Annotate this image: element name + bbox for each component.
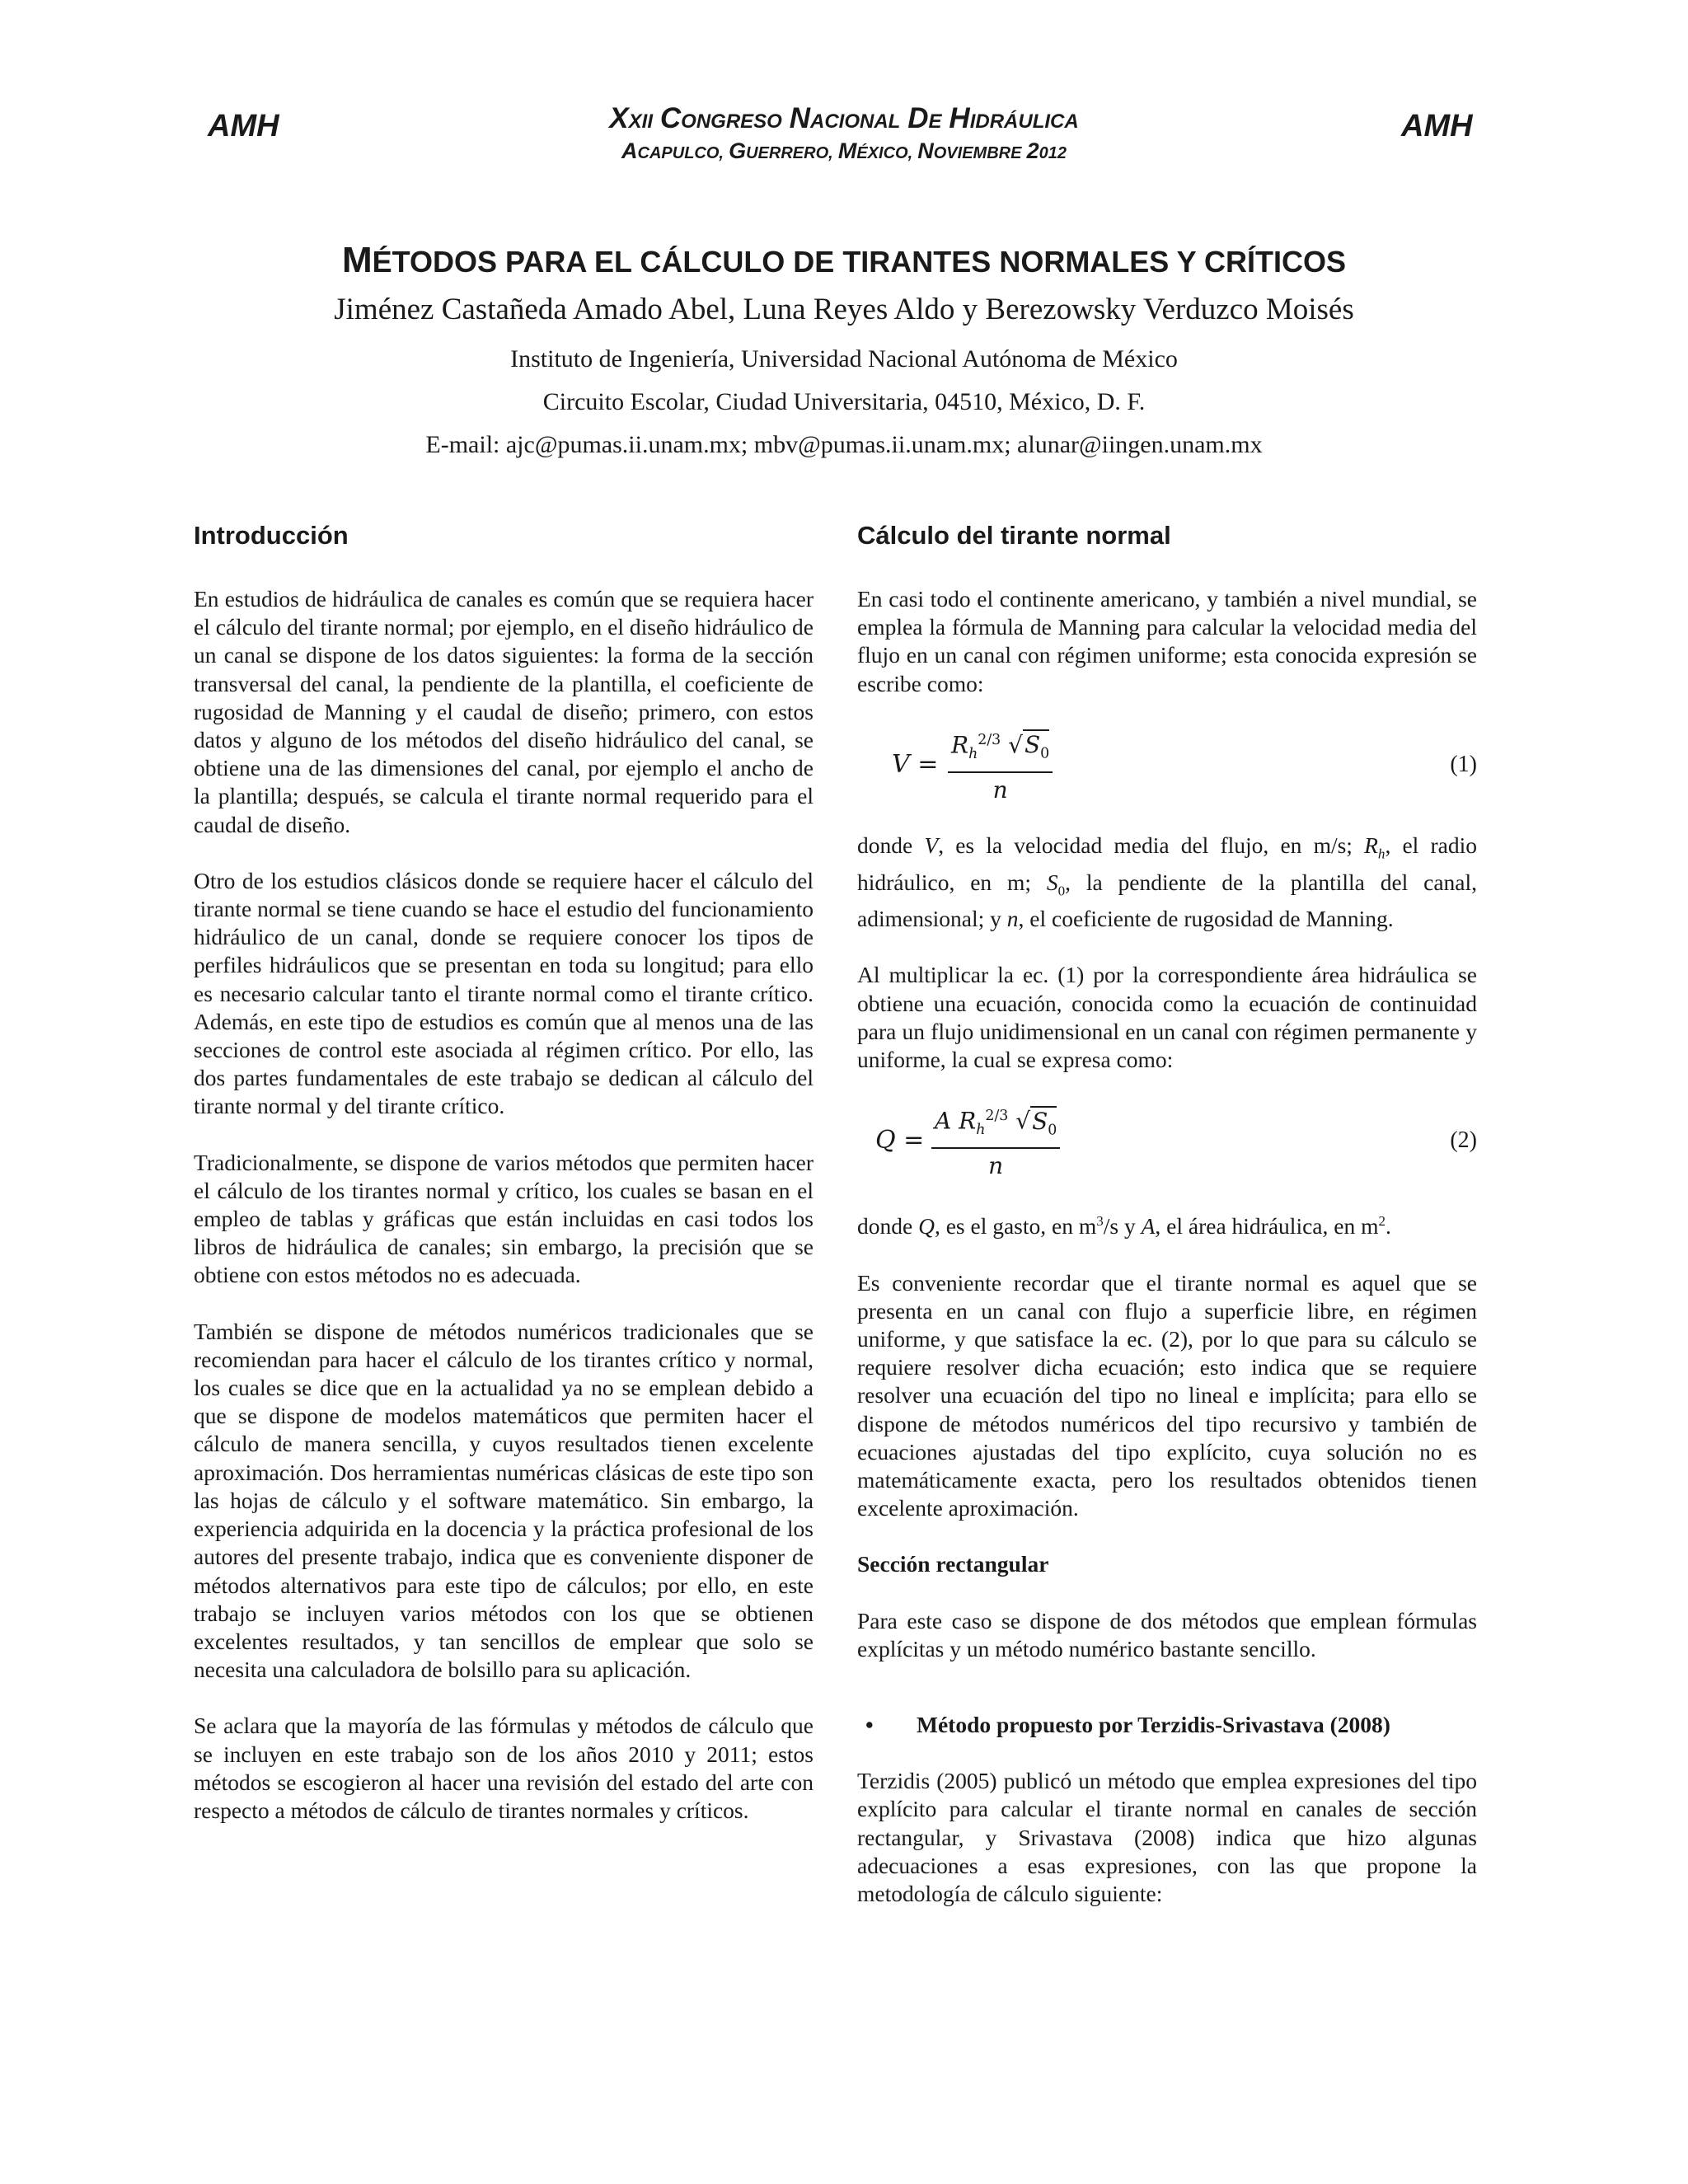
equation-1-number: (1) (1450, 751, 1477, 777)
equation-2-fraction (931, 1102, 1060, 1180)
intro-paragraph-4: También se dispone de métodos numéricos tradicionales que se recomiendan para hacer el cálculo de los tirantes crítico y normal, los cuales se dice que en la actualidad ya no se emplean debido a que se dispone de modelos matemáticos que permiten hacer el cálculo de manera sencilla, y cuyos resultados tienen excelente aproximación. Dos herramientas numéricas clásicas de este tipo son las hojas de cálculo y el software matemático. Sin embargo, la experiencia adquirida en la docencia y la práctica profesional de los autores del presente trabajo, indica que es conveniente disponer de métodos alternativos para este tipo de cálculos; por ello, en este trabajo se incluyen varios métodos con los que se obtienen excelentes resultados, y tan sencillos de emplear que solo se necesita una calculadora de bolsillo para su aplicación. (194, 1318, 814, 1683)
equation-2-denominator: n (988, 1152, 1004, 1180)
affiliation-email: E-mail: ajc@pumas.ii.unam.mx; mbv@pumas.ii.unam.mx; alunar@iingen.unam.mx (425, 431, 1263, 458)
conference-location: ACAPULCO, GUERRERO, MÉXICO, NOVIEMBRE 2012 (621, 138, 1067, 163)
header-right-acronym: AMH (1401, 109, 1473, 143)
equation-1-fraction (948, 726, 1053, 804)
normal-paragraph-3: Al multiplicar la ec. (1) por la correspondiente área hidráulica se obtiene una ecuación, conocida como la ecuación de continuidad para un flujo unidimensional en un canal con régimen permanente y uniforme, la cual se expresa como: (857, 962, 1477, 1073)
paper-title: MÉTODOS PARA EL CÁLCULO DE TIRANTES NORMALES Y CRÍTICOS (341, 240, 1347, 280)
normal-paragraph-1: En casi todo el continente americano, y también a nivel mundial, se emplea la fórmula de Manning para calcular la velocidad media del flujo en un canal con régimen uniforme; esta conocida expresión se escribe como: (857, 586, 1477, 696)
equation-2-numerator: A $R_h^{2/3}$ $√S_0$ (931, 1102, 1060, 1149)
header-left-acronym: AMH (208, 109, 279, 143)
normal-paragraph-2: donde V, es la velocidad media del flujo, en m/s; $R_h$, el radio hidráulico, en m; $S_0$, la pendiente de la plantilla del canal, adimensional; y n, el coeficiente de rugosidad de Manning. (857, 832, 1478, 932)
equation-1-lhs: V = (892, 749, 939, 779)
affiliation-address: Circuito Escolar, Ciudad Universitaria, 04510, México, D. F. (542, 388, 1146, 415)
intro-paragraph-1: En estudios de hidráulica de canales es común que se requiera hacer el cálculo del tirante normal; por ejemplo, en el diseño hidráulico de un canal se dispone de los datos siguientes: la forma de la sección transversal del canal, la pendiente de la plantilla, el coeficiente de rugosidad de Manning y el caudal de diseño; primero, con estos datos y alguno de los métodos del diseño hidráulico del canal, se obtiene una de las dimensiones del canal, por ejemplo el ancho de la plantilla; después, se calcula el tirante normal requerido para el caudal de diseño. (194, 586, 814, 837)
intro-paragraph-5: Se aclara que la mayoría de las fórmulas y métodos de cálculo que se incluyen en este trabajo son de los años 2010 y 2011; estos métodos se escogieron al hacer una revisión del estado del arte con respecto a métodos de cálculo de tirantes normales y críticos. (194, 1713, 814, 1823)
right-column (857, 519, 1477, 1936)
intro-paragraph-2: Otro de los estudios clásicos donde se requiere hacer el cálculo del tirante normal se tiene cuando se hace el estudio del funcionamiento hidráulico de un canal, donde se requiere conocer los tipos de perfiles hidráulicos que se presentan en toda su longitud; para ello es necesario calcular tanto el tirante normal como el tirante crítico. Además, en este tipo de estudios es común que al menos una de las secciones de control este asociada al régimen crítico. Por ello, las dos partes fundamentales de este trabajo se dedican al cálculo del tirante normal y del tirante crítico. (194, 867, 814, 1119)
authors: Jiménez Castañeda Amado Abel, Luna Reyes Aldo y Berezowsky Verduzco Moisés (334, 293, 1354, 326)
bullet-icon: • (865, 1712, 874, 1738)
intro-paragraph-3: Tradicionalmente, se dispone de varios métodos que permiten hacer el cálculo de los tirantes normal y crítico, los cuales se basan en el empleo de tablas y gráficas que están incluidas en casi todos los libros de hidráulica de canales; sin embargo, la precisión que se obtiene con estos métodos no es adecuada. (194, 1149, 814, 1288)
left-column (194, 519, 814, 1853)
section-heading-introduccion: Introducción (194, 521, 349, 550)
equation-2-number: (2) (1450, 1127, 1477, 1154)
normal-paragraph-5: Es conveniente recordar que el tirante normal es aquel que se presenta en un canal con flujo a superficie libre, en régimen uniforme, y que satisface la ec. (2), por lo que para su cálculo se requiere resolver dicha ecuación; esto indica que se requiere resolver una ecuación del tipo no lineal e implícita; para ello se dispone de métodos numéricos del tipo recursivo y también de ecuaciones ajustadas del tipo explícito, cuya solución no es matemáticamente exacta, pero los resultados obtenidos tienen excelente aproximación. (857, 1269, 1477, 1521)
section-heading-tirante-normal: Cálculo del tirante normal (857, 521, 1171, 550)
conference-name: XXII CONGRESO NACIONAL DE HIDRÁULICA (609, 102, 1079, 134)
rectangular-paragraph-1: Para este caso se dispone de dos métodos que emplean fórmulas explícitas y un método numérico bastante sencillo. (857, 1607, 1477, 1661)
equation-1-numerator: $R_h^{2/3}$ $√S_0$ (948, 726, 1053, 773)
bullet-heading-terzidis (857, 1711, 1477, 1739)
equation-2 (857, 1102, 1477, 1193)
equation-2-lhs: Q = (875, 1126, 925, 1155)
affiliation-institute: Instituto de Ingeniería, Universidad Nacional Autónoma de México (510, 345, 1178, 373)
equation-1-denominator: n (992, 776, 1008, 804)
normal-paragraph-4: donde Q, es el gasto, en $m^3/s$ y A, el área hidráulica, en $m^2$. (857, 1213, 1391, 1240)
subheading-seccion-rectangular: Sección rectangular (857, 1551, 1049, 1577)
terzidis-paragraph: Terzidis (2005) publicó un método que emplea expresiones del tipo explícito para calcular el tirante normal en canales de sección rectangular, y Srivastava (2008) indica que hizo algunas adecuaciones a esas expresiones, con las que propone la metodología de cálculo siguiente: (857, 1768, 1477, 1907)
bullet-heading-text: Método propuesto por Terzidis-Srivastava (2008) (917, 1712, 1390, 1738)
title-block (0, 241, 1688, 466)
equation-1 (857, 726, 1477, 817)
